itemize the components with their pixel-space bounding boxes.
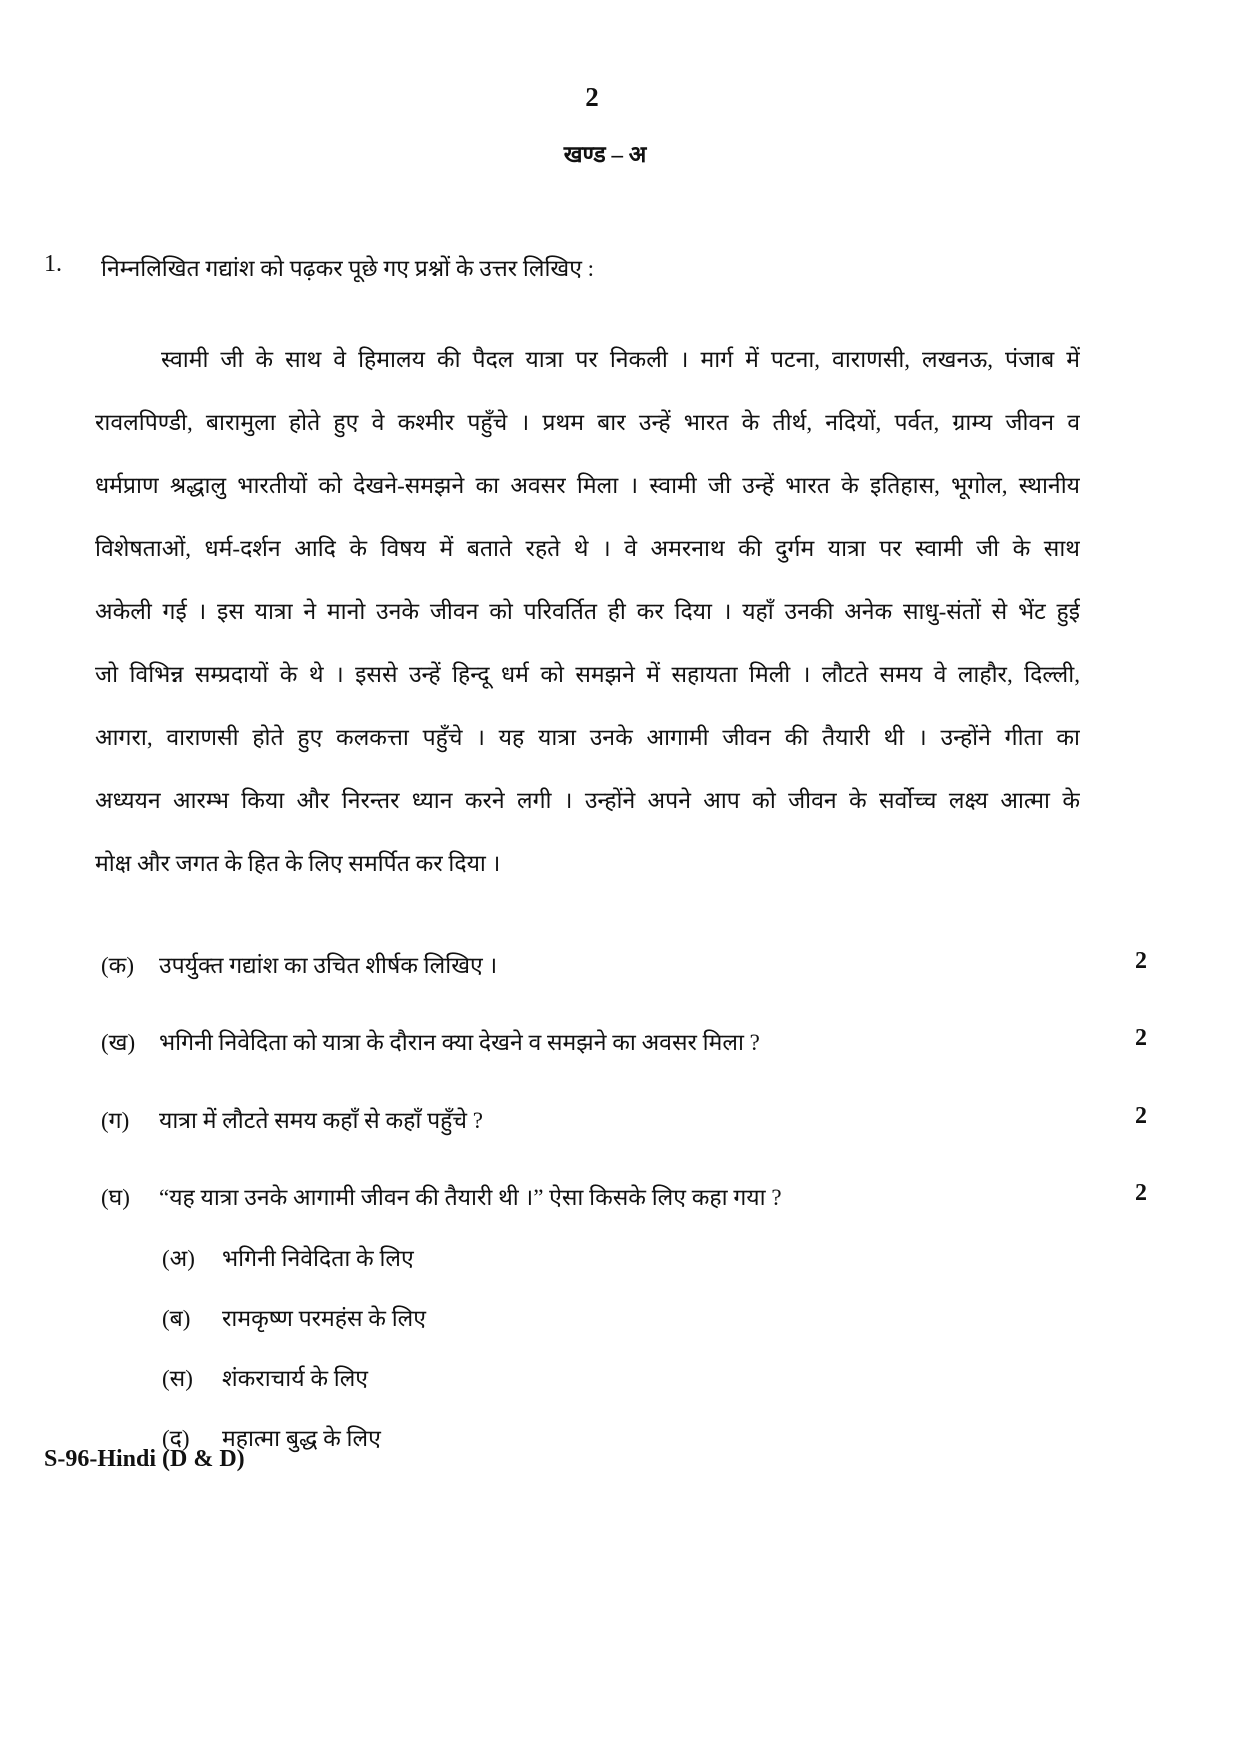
subquestion-kha bbox=[101, 1025, 1147, 1057]
option-label: (द) bbox=[162, 1426, 190, 1451]
subquestion-label: (ग) bbox=[101, 1108, 130, 1133]
passage-line: आगरा, वाराणसी होते हुए कलकत्ता पहुँचे । यह यात्रा उनके आगामी जीवन की तैयारी थी । उन्होंने गीता का bbox=[95, 725, 1080, 750]
passage-line: मोक्ष और जगत के हित के लिए समर्पित कर दिया । bbox=[95, 851, 501, 876]
passage-line: विशेषताओं, धर्म-दर्शन आदि के विषय में बताते रहते थे । वे अमरनाथ की दुर्गम यात्रा पर स्वामी जी के साथ bbox=[95, 536, 1080, 561]
question-instruction: निम्नलिखित गद्यांश को पढ़कर पूछे गए प्रश्नों के उत्तर लिखिए : bbox=[101, 256, 595, 281]
option-c bbox=[162, 1361, 368, 1393]
option-label: (स) bbox=[162, 1366, 193, 1391]
subquestion-label: (क) bbox=[101, 953, 134, 978]
passage bbox=[95, 345, 1080, 912]
subquestion-text: भगिनी निवेदिता को यात्रा के दौरान क्या देखने व समझने का अवसर मिला ? bbox=[159, 1030, 760, 1055]
page-number: 2 bbox=[585, 82, 599, 112]
subquestion-marks: 2 bbox=[1135, 1180, 1147, 1206]
option-a bbox=[162, 1241, 414, 1273]
passage-line: धर्मप्राण श्रद्धालु भारतीयों को देखने-समझने का अवसर मिला । स्वामी जी उन्हें भारत के इतिहास, भूगोल, स्थानीय bbox=[95, 473, 1080, 498]
subquestion-label: (ख) bbox=[101, 1030, 136, 1055]
subquestion-ka bbox=[101, 948, 1147, 980]
option-text: महात्मा बुद्ध के लिए bbox=[222, 1426, 381, 1451]
subquestion-marks: 2 bbox=[1135, 948, 1147, 974]
question-number: 1. bbox=[44, 251, 62, 277]
option-b bbox=[162, 1301, 426, 1333]
section-title: खण्ड – अ bbox=[563, 142, 647, 167]
option-label: (ब) bbox=[162, 1306, 191, 1331]
subquestion-label: (घ) bbox=[101, 1185, 130, 1210]
paper-code: S-96-Hindi (D & D) bbox=[44, 1446, 245, 1472]
subquestion-marks: 2 bbox=[1135, 1025, 1147, 1051]
passage-line: रावलपिण्डी, बारामुला होते हुए वे कश्मीर पहुँचे । प्रथम बार उन्हें भारत के तीर्थ, नदियों, पर्वत, ग्राम्य जीवन व bbox=[95, 410, 1080, 435]
passage-line: अध्ययन आरम्भ किया और निरन्तर ध्यान करने लगी । उन्होंने अपने आप को जीवन के सर्वोच्च लक्ष्य आत्मा के bbox=[95, 788, 1080, 813]
subquestion-text: यात्रा में लौटते समय कहाँ से कहाँ पहुँचे ? bbox=[159, 1108, 483, 1133]
option-text: शंकराचार्य के लिए bbox=[222, 1366, 369, 1391]
subquestion-ga bbox=[101, 1103, 1147, 1135]
option-text: भगिनी निवेदिता के लिए bbox=[222, 1246, 414, 1271]
passage-line: अकेली गई । इस यात्रा ने मानो उनके जीवन को परिवर्तित ही कर दिया । यहाँ उनकी अनेक साधु-संतों से भेंट हुई bbox=[95, 599, 1080, 624]
subquestion-text: “यह यात्रा उनके आगामी जीवन की तैयारी थी ।” ऐसा किसके लिए कहा गया ? bbox=[159, 1185, 782, 1210]
passage-line: जो विभिन्न सम्प्रदायों के थे । इससे उन्हें हिन्दू धर्म को समझने में सहायता मिली । लौटते समय वे लाहौर, दिल्ली, bbox=[95, 662, 1080, 687]
option-text: रामकृष्ण परमहंस के लिए bbox=[222, 1306, 426, 1331]
passage-line: स्वामी जी के साथ वे हिमालय की पैदल यात्रा पर निकली । मार्ग में पटना, वाराणसी, लखनऊ, पंजाब में bbox=[161, 347, 1080, 372]
subquestion-text: उपर्युक्त गद्यांश का उचित शीर्षक लिखिए । bbox=[159, 953, 498, 978]
subquestion-marks: 2 bbox=[1135, 1103, 1147, 1129]
subquestion-gha bbox=[101, 1180, 1147, 1212]
option-label: (अ) bbox=[162, 1246, 195, 1271]
